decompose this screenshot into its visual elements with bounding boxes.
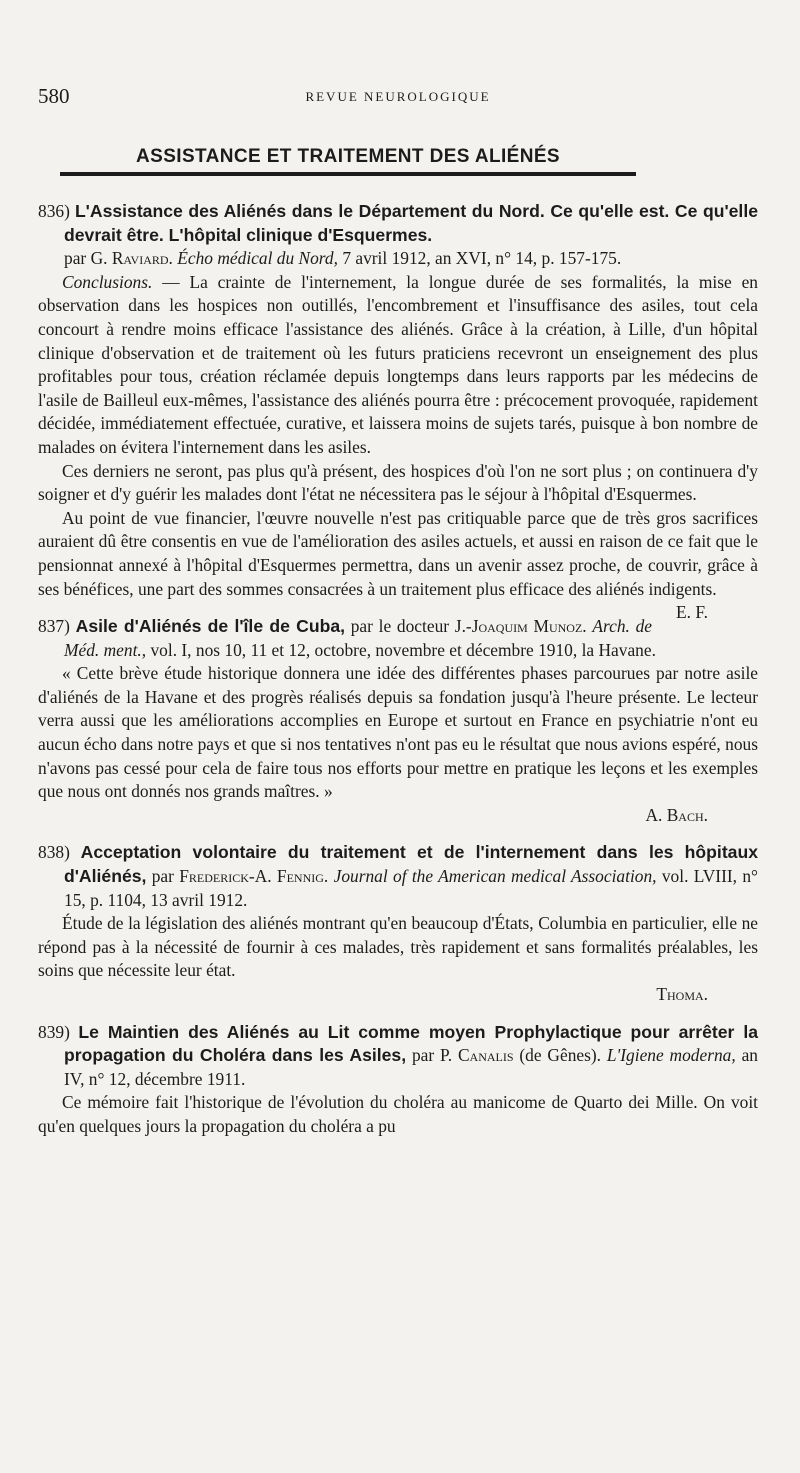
paragraph: Étude de la législation des aliénés montrant qu'en beaucoup d'États, Columbia en particulier, elle ne répond pas à la nécessité de fournir à ces malades, très rapidement et sans formalités préalables, les soins que nécessite leur état. [38,913,758,981]
cite-location: (de Gênes). [519,1045,602,1066]
author: G. Raviard. [90,248,173,269]
journal-title: L'Igiene moderna, [606,1045,736,1066]
journal-title: Arch. de Méd. ment., [64,616,653,660]
paragraph [38,271,758,460]
cite-details: vol. I, nos 10, 11 et 12, octobre, novembre et décembre 1910, la Havane. [150,639,656,660]
entry-citation [38,247,758,271]
entry-number: 839) [38,1021,70,1042]
cite-prefix: par [64,248,87,269]
signature [38,804,758,828]
paragraph: « Cette brève étude historique donnera une idée des différentes phases parcourues par notre asile d'aliénés de la Havane et des progrès réalisés depuis sa fondation jusqu'à l'heure présente. Le lecteur verra aussi que les améliorations accomplies en Europe et surtout en France en psychiatrie n'ont eu aucun écho dans notre pays et que si nos tentatives n'ont pas eu le résultat que nous avions espéré, nous n'avons pas cessé pour cela de faire tous nos efforts pour mettre en pratique les leçons et les exemples que nous ont donnés nos grands maîtres. » [38,663,758,802]
cite-prefix: par [411,1045,435,1066]
signature-text: A. Bach. [645,804,708,825]
journal-title: Écho médical du Nord, [177,248,338,269]
page-number: 580 [38,84,70,108]
signature-text: Thoma. [656,984,708,1004]
entry-heading [38,841,758,912]
entry-title: Acceptation volontaire du traitement et de l'internement dans les hôpitaux d'Aliénés, [64,842,758,887]
entry-heading [38,1021,758,1092]
entry-837 [38,615,758,827]
lead-label: Conclusions. [62,271,153,292]
entry-heading [38,200,758,247]
entry-title: L'Assistance des Aliénés dans le Département du Nord. Ce qu'elle est. Ce qu'elle devrait être. L'hôpital clinique d'Esquermes. [64,201,758,245]
section-rule [60,172,636,176]
entry-number: 838) [38,842,70,863]
cite-details: 7 avril 1912, an XVI, n° 14, p. 157-175. [342,248,622,269]
journal-name: REVUE NEUROLOGIQUE [305,89,491,104]
paragraph: Ce mémoire fait l'historique de l'évolution du choléra au manicome de Quarto dei Mille. On voit qu'en quelques jours la propagation du choléra a pu [38,1092,758,1136]
entry-836 [38,200,758,623]
entry-title: Asile d'Aliénés de l'île de Cuba, [75,616,346,637]
paragraph [38,507,758,623]
entry-838 [38,841,758,1006]
author: J.-Joaquim Munoz. [454,616,587,637]
entry-number: 837) [38,616,70,637]
cite-prefix: par [151,866,174,887]
running-head [38,84,758,114]
section-title: ASSISTANCE ET TRAITEMENT DES ALIÉNÉS [136,146,560,167]
paragraph-text: Au point de vue financier, l'œuvre nouvelle n'est pas critiquable parce que de très gros sacrifices auraient dû être consentis en vue de l'amélioration des asiles actuels, et aussi en raison de ce fait que le pensionnat annexé à l'hôpital d'Esquermes permettra, dans un avenir assez proche, de couvrir, grâce à ses bénéfices, une part des sommes consacrées à un traitement plus efficace des aliénés indigents. [38,507,758,599]
paragraph: Ces derniers ne seront, pas plus qu'à présent, des hospices d'où l'on ne sort plus ; on continuera d'y soigner et d'y guérir les malades dont l'état ne nécessitera pas le séjour à l'hôpital d'Esquermes. [38,460,758,505]
entry-number: 836) [38,201,70,221]
cite-details: vol. LVIII, n° 15, p. 1104, 13 avril 1912. [64,866,758,910]
entry-839 [38,1021,758,1139]
article-list [38,200,758,1153]
journal-title: Journal of the American medical Association, [333,866,657,887]
author: P. Canalis [440,1045,514,1066]
entry-heading [38,615,758,662]
author: Frederick-A. Fennig. [179,866,329,887]
cite-details: an IV, n° 12, décembre 1911. [64,1045,758,1089]
cite-prefix: par le docteur [350,616,450,637]
signature [38,983,758,1007]
paragraph-text: — La crainte de l'internement, la longue durée de ses formalités, la mise en observation dans les hospices non outillés, l'encombrement et l'insuffisance des asiles, tout cela concourt à rendre moins efficace l'assistance des aliénés. Grâce à la création, à Lille, d'un hôpital clinique d'observation et de traitement où les futurs praticiens recevront un enseignement des plus profitables pour tous, création réclamée depuis longtemps dans leurs rapports par les médecins de l'asile de Bailleul eux-mêmes, l'assistance des aliénés pourra être : précocement provoquée, rapidement décidée, immédiatement effectuée, curative, et laissera moins de sujets tarés, puisque à bon nombre de malades on évitera l'internement dans les asiles. [38,271,758,457]
entry-title: Le Maintien des Aliénés au Lit comme moyen Prophylactique pour arrêter la propagation du Choléra dans les Asiles, [64,1021,759,1066]
signature: E. F. [676,602,708,623]
